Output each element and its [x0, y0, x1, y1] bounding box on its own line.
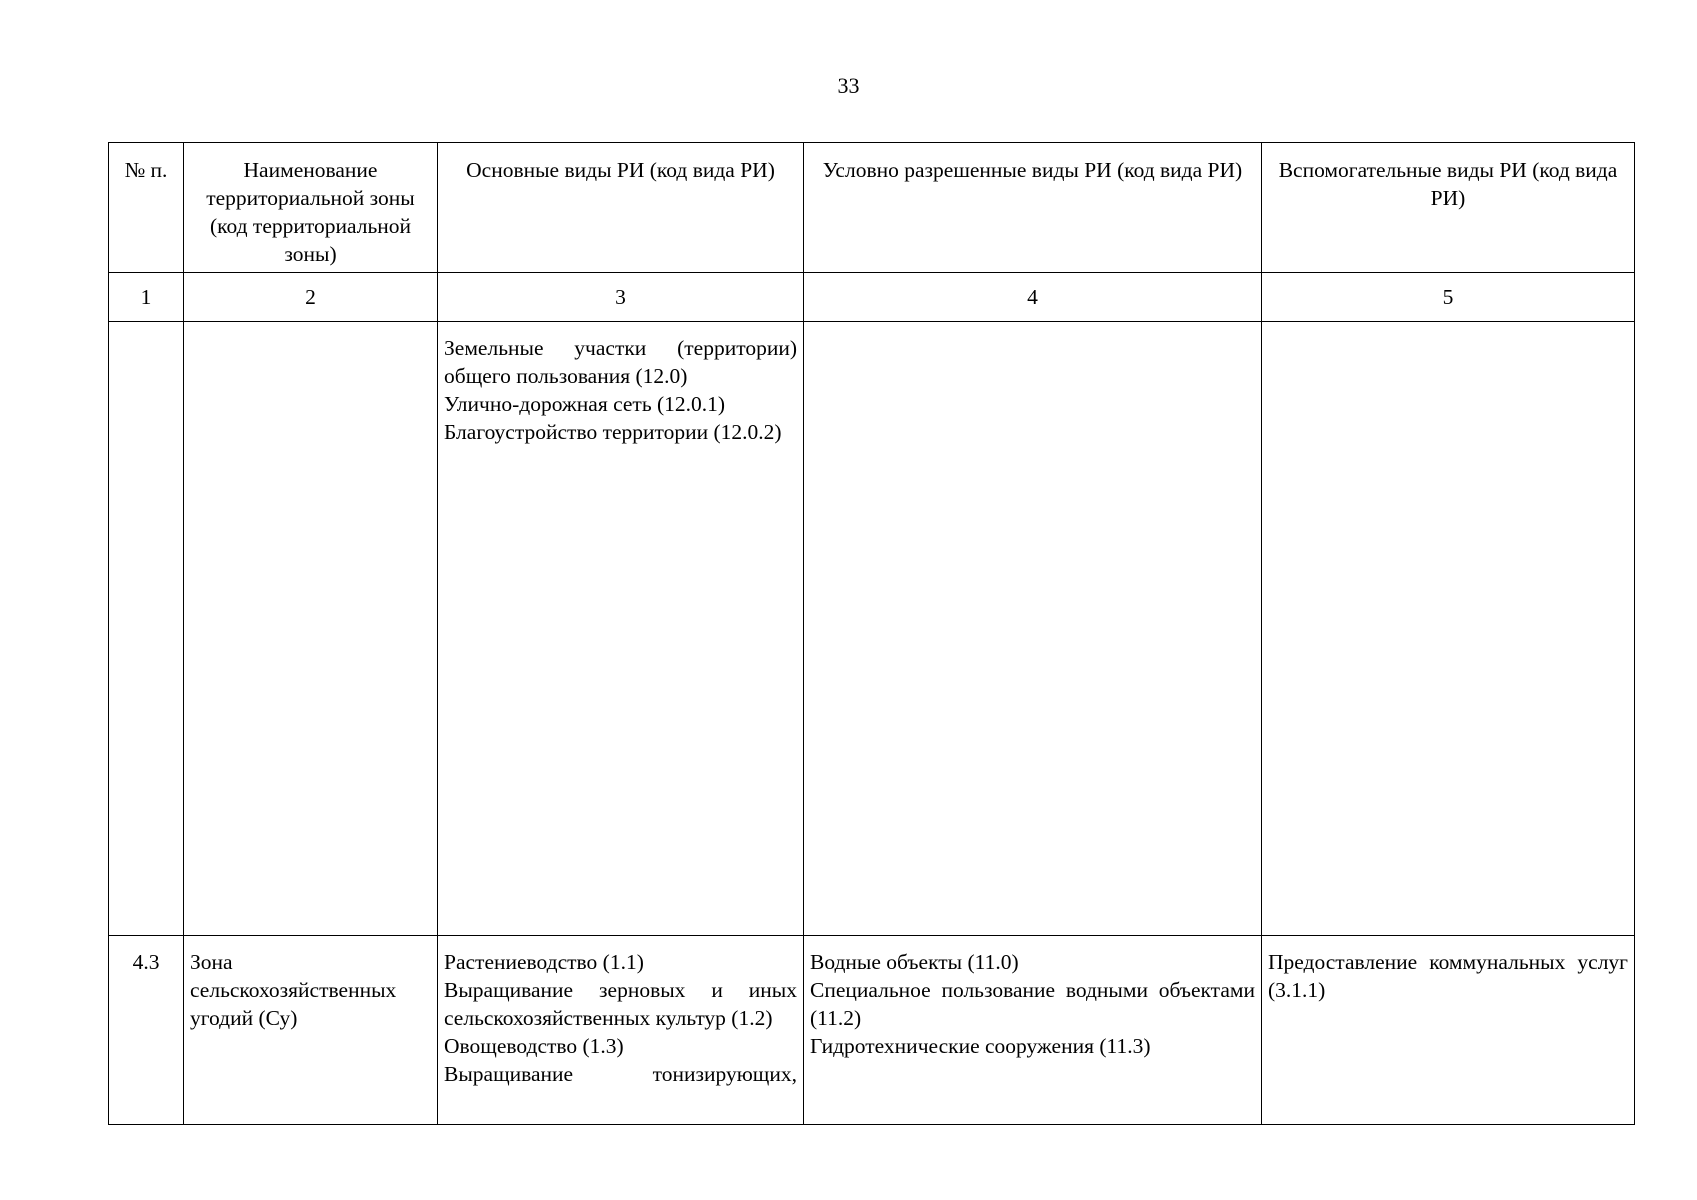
- main-uses-cell: [438, 936, 804, 1125]
- column-number: 2: [184, 273, 438, 322]
- main-use-item: Благоустройство территории (12.0.2): [444, 420, 782, 444]
- zoning-table: [108, 142, 1635, 1125]
- conditional-use-item: Гидротехнические сооружения (11.3): [810, 1034, 1151, 1058]
- conditional-uses-cell: [804, 936, 1262, 1125]
- table-row: [109, 322, 1635, 936]
- main-use-item: Улично-дорожная сеть (12.0.1): [444, 392, 726, 416]
- header-main-uses: Основные виды РИ (код вида РИ): [438, 143, 804, 273]
- row-number: 4.3: [109, 936, 184, 1125]
- main-uses-cell: [438, 322, 804, 936]
- auxiliary-uses-cell: [1262, 936, 1635, 1125]
- table-row: [109, 936, 1635, 1125]
- main-use-item: Выращивание зерновых и иных сельскохозяйственных культур (1.2): [444, 978, 797, 1030]
- header-number: № п.: [109, 143, 184, 273]
- header-zone-name: Наименование территориальной зоны (код территориальной зоны): [184, 143, 438, 273]
- column-number: 1: [109, 273, 184, 322]
- auxiliary-use-item: Предоставление коммунальных услуг (3.1.1): [1268, 950, 1628, 1002]
- header-conditional-uses: Условно разрешенные виды РИ (код вида РИ): [804, 143, 1262, 273]
- main-use-item: Растениеводство (1.1): [444, 950, 644, 974]
- conditional-uses-cell: [804, 322, 1262, 936]
- header-auxiliary-uses: Вспомогательные виды РИ (код вида РИ): [1262, 143, 1635, 273]
- main-use-item: Земельные участки (территории) общего пользования (12.0): [444, 336, 797, 388]
- page-number: 33: [837, 73, 860, 98]
- conditional-use-item: Специальное пользование водными объектами (11.2): [810, 978, 1255, 1030]
- auxiliary-uses-cell: [1262, 322, 1635, 936]
- column-number-row: [109, 273, 1635, 322]
- column-number: 3: [438, 273, 804, 322]
- main-use-item: Овощеводство (1.3): [444, 1034, 624, 1058]
- column-number: 5: [1262, 273, 1635, 322]
- column-number: 4: [804, 273, 1262, 322]
- conditional-use-item: Водные объекты (11.0): [810, 950, 1019, 974]
- zone-name: [184, 322, 438, 936]
- header-row: [109, 143, 1635, 273]
- main-use-item: Выращивание тонизирующих,: [444, 1062, 797, 1086]
- zone-name: Зона сельскохозяйственных угодий (Су): [184, 936, 438, 1125]
- row-number: [109, 322, 184, 936]
